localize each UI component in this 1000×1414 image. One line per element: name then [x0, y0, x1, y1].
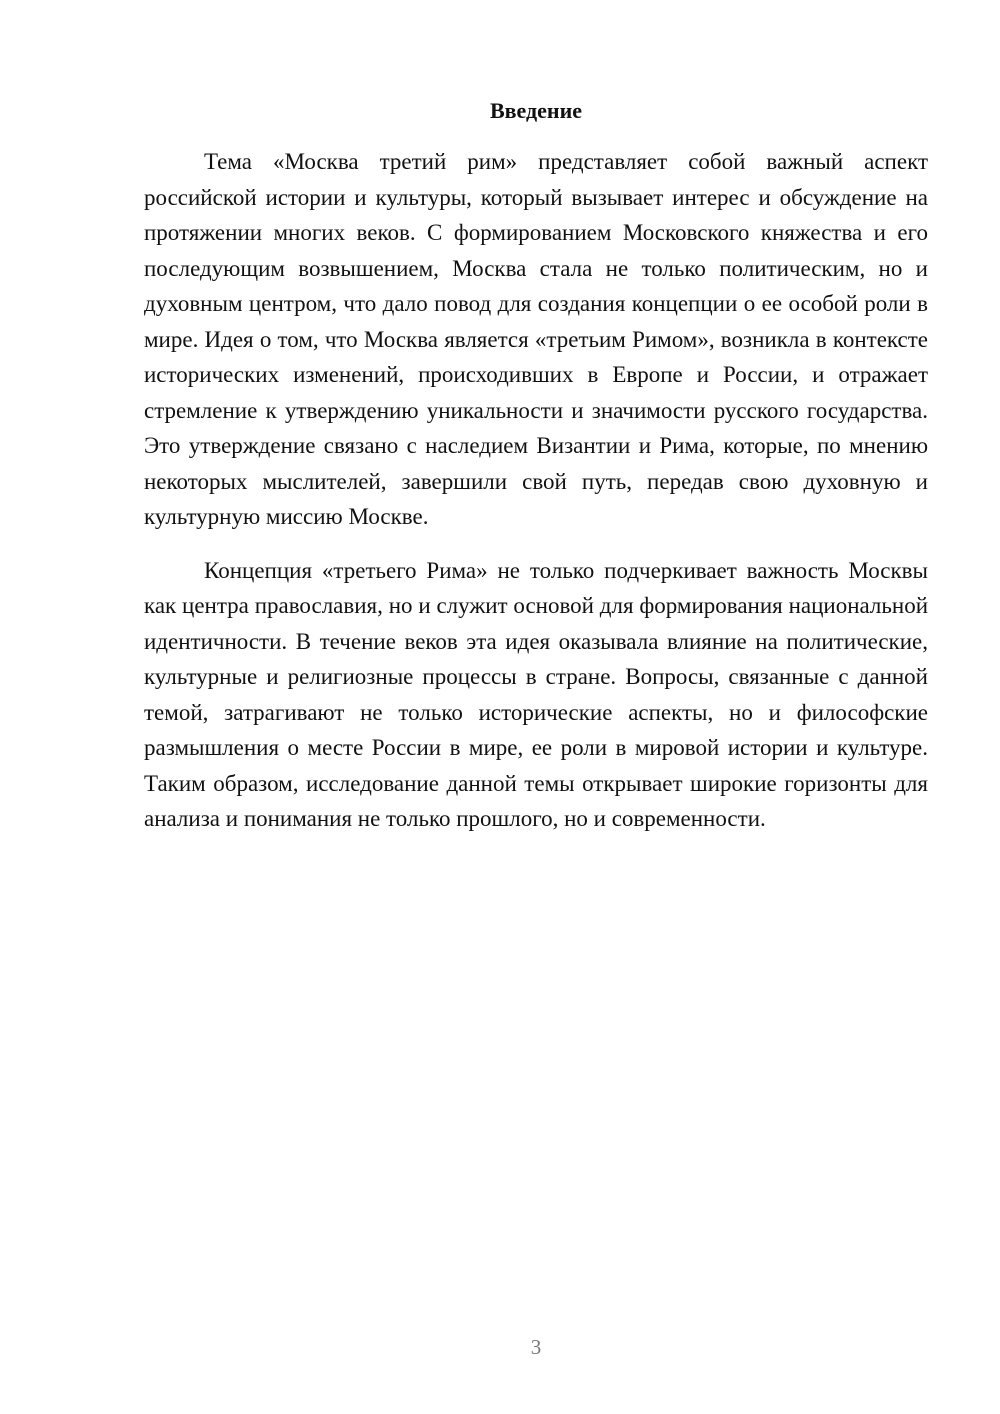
- page-number: 3: [530, 1335, 542, 1359]
- paragraph-2: Концепция «третьего Рима» не только подчеркивает важность Москвы как центра православия, но и служит основой для формирования национальной идентичности. В течение веков эта идея оказывала влияние на политические, культурные и религиозные процессы в стране. Вопросы, связанные с данной темой, затрагивают не только исторические аспекты, но и философские размышления о месте России в мире, ее роли в мировой истории и культуре. Таким образом, исследование данной темы открывает широкие горизонты для анализа и понимания не только прошлого, но и современности.: [144, 557, 928, 831]
- section-heading: Введение: [489, 98, 583, 123]
- paragraph-1: Тема «Москва третий рим» представляет собой важный аспект российской истории и культуры, который вызывает интерес и обсуждение на протяжении многих веков. С формированием Московского княжества и его последующим возвышением, Москва стала не только политическим, но и духовным центром, что дало повод для создания концепции о ее особой роли в мире. Идея о том, что Москва является «третьим Римом», возникла в контексте исторических изменений, происходивших в Европе и России, и отражает стремление к утверждению уникальности и значимости русского государства. Это утверждение связано с наследием Византии и Рима, которые, по мнению некоторых мыслителей, завершили свой путь, передав свою духовную и культурную миссию Москве.: [144, 149, 928, 529]
- body-text: [144, 144, 928, 837]
